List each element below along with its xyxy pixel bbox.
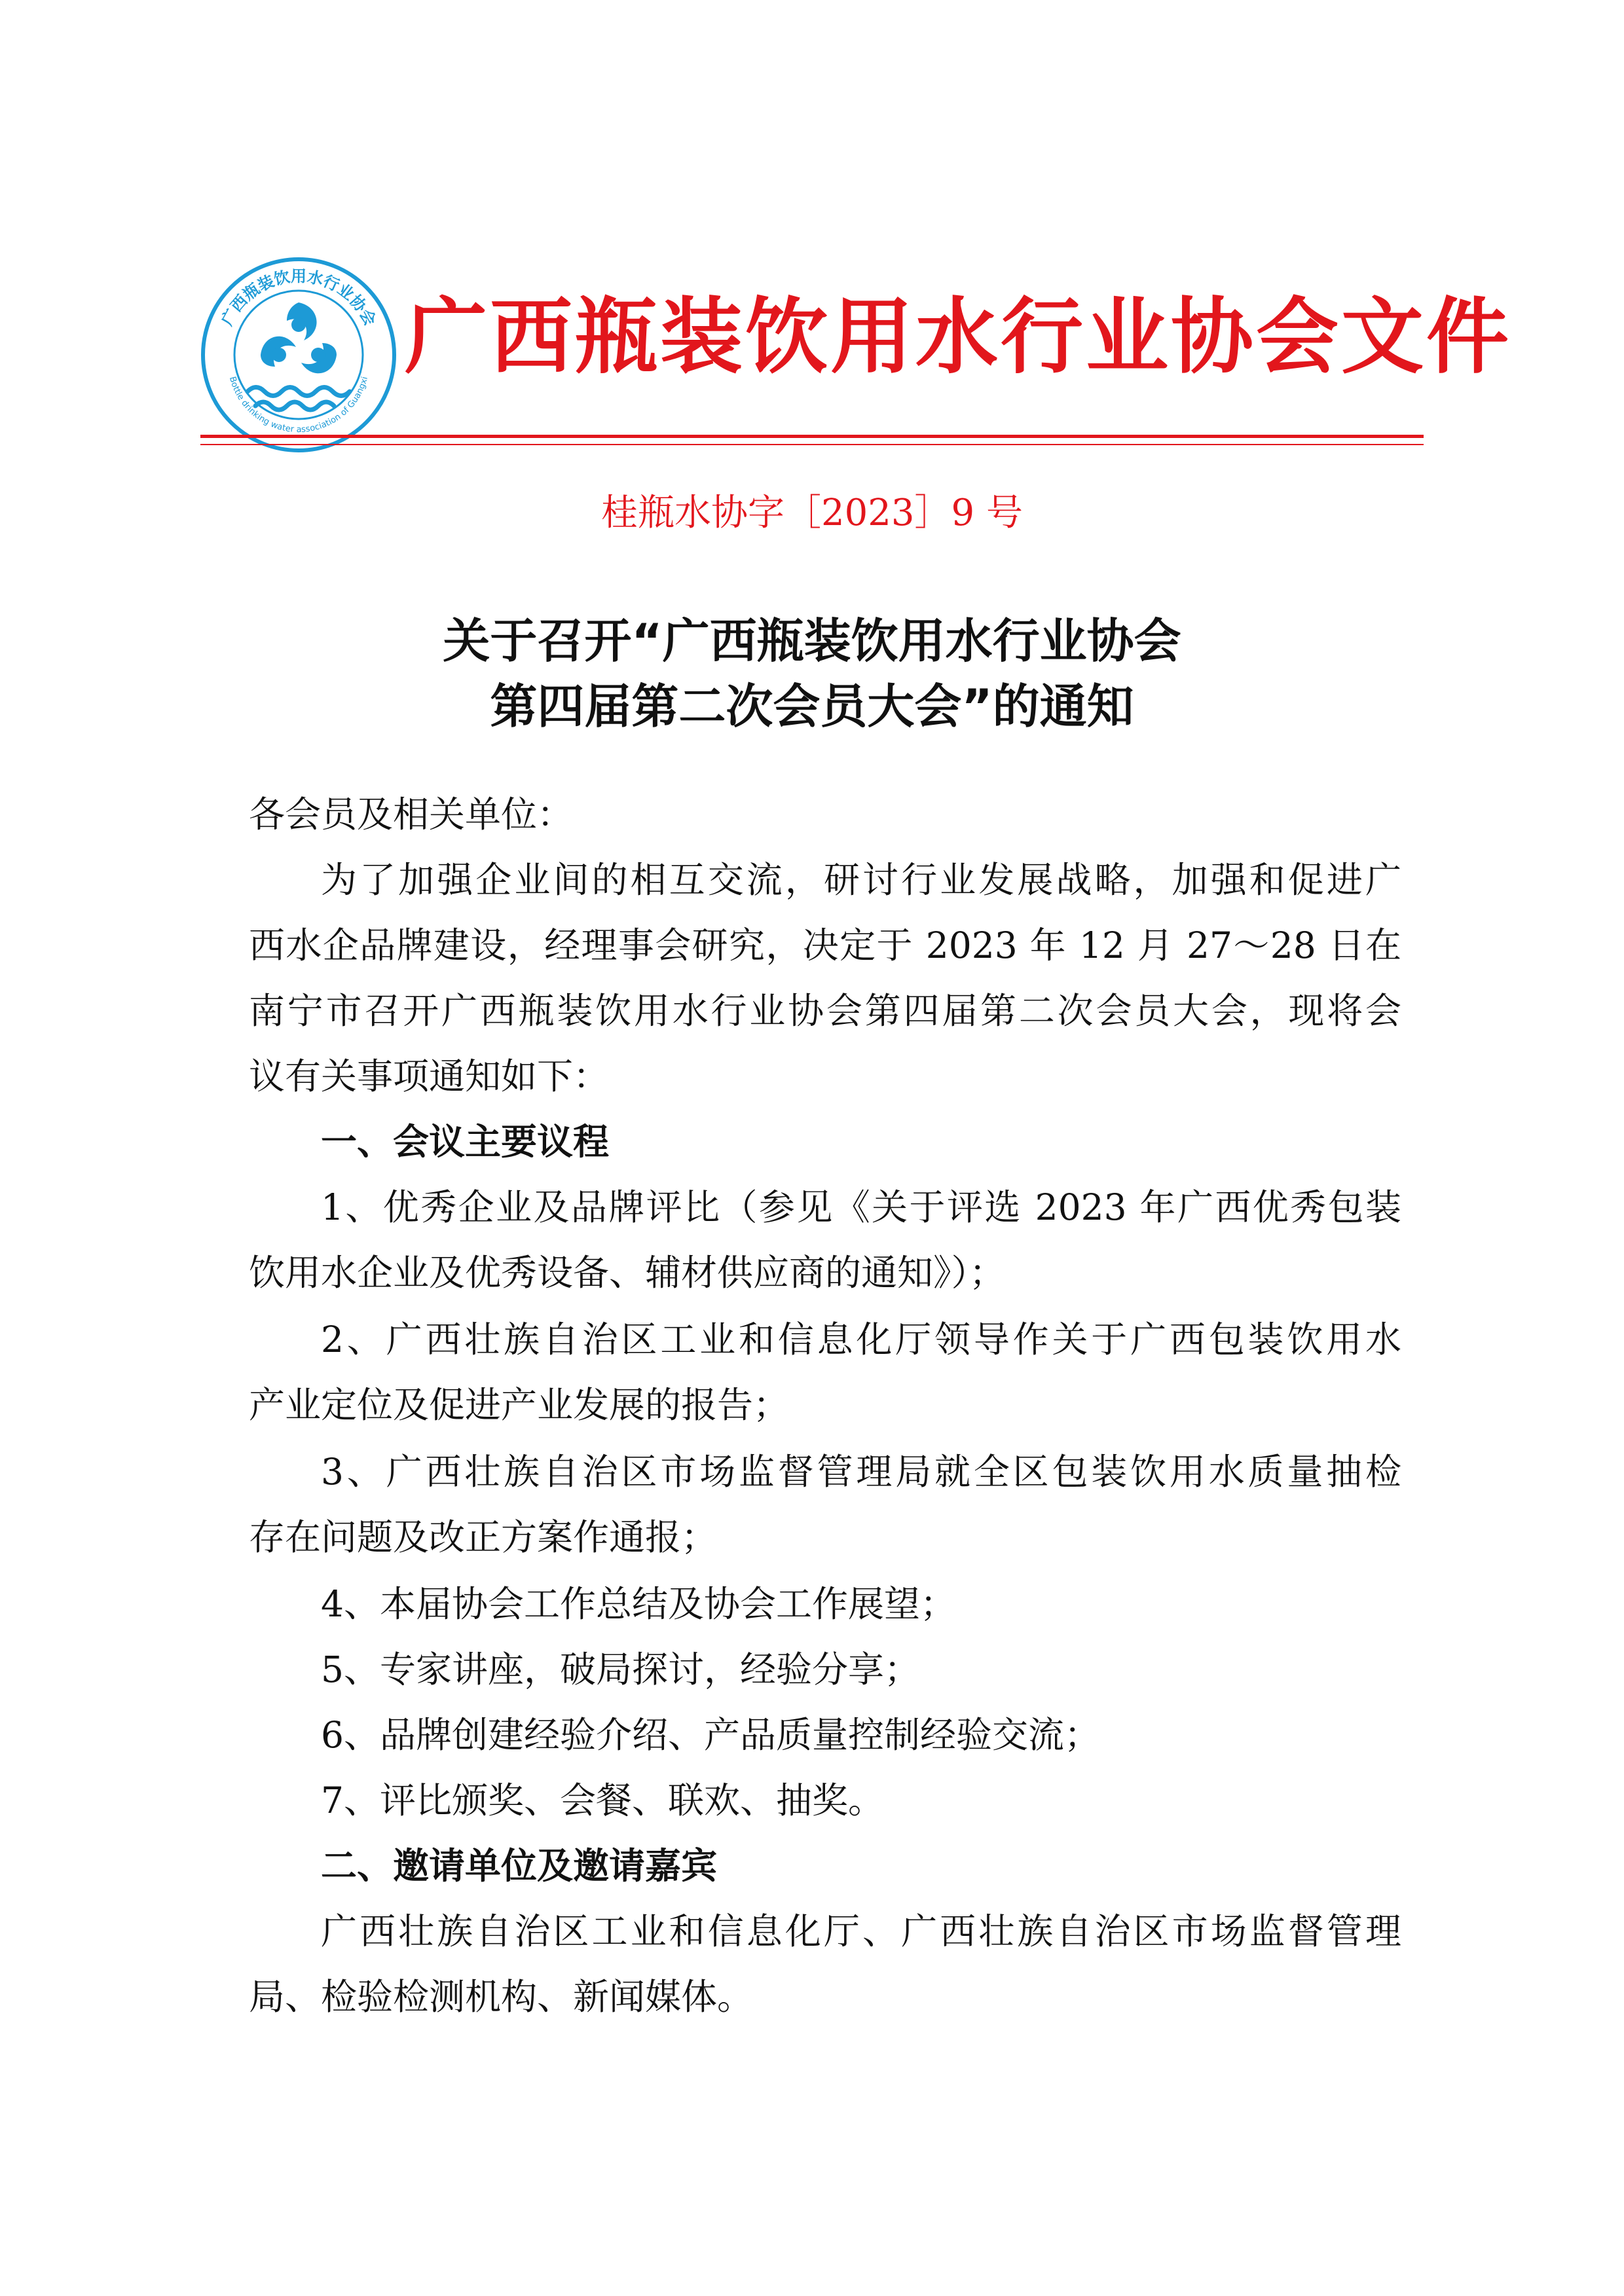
agenda-item-5: 5、专家讲座，破局探讨，经验分享；	[321, 1649, 920, 1690]
notice-title-line-2: 第四届第二次会员大会”的通知	[490, 679, 1134, 734]
salutation: 各会员及相关单位：	[249, 793, 574, 835]
logo-ring-text: 广西瓶装饮用水行业协会	[217, 267, 380, 329]
agenda-item-3: 3、广西壮族自治区市场监督管理局就全区包装饮用水质量抽检	[321, 1451, 1401, 1493]
header-divider-thin	[200, 444, 1424, 445]
agenda-item-1-cont: 饮用水企业及优秀设备、辅材供应商的通知》）；	[249, 1252, 1006, 1294]
section-2-line: 局、检验检测机构、新闻媒体。	[249, 1976, 754, 2018]
logo-sub-text: Bottle drinking water association of Guangxi	[227, 375, 371, 435]
agenda-item-1: 1、优秀企业及品牌评比（参见《关于评选 2023 年广西优秀包装	[321, 1186, 1401, 1228]
intro-line: 为了加强企业间的相互交流，研讨行业发展战略，加强和促进广	[321, 859, 1401, 901]
section-2-line: 广西壮族自治区工业和信息化厅、广西壮族自治区市场监督管理	[321, 1910, 1401, 1952]
agenda-item-3-cont: 存在问题及改正方案作通报；	[249, 1516, 718, 1558]
notice-title-line-1: 关于召开“广西瓶装饮用水行业协会	[443, 613, 1181, 668]
intro-line: 议有关事项通知如下：	[249, 1055, 610, 1097]
intro-line: 南宁市召开广西瓶装饮用水行业协会第四届第二次会员大会，现将会	[249, 990, 1401, 1032]
header-divider-thick	[200, 435, 1424, 438]
agenda-item-6: 6、品牌创建经验介绍、产品质量控制经验交流；	[321, 1714, 1100, 1756]
agenda-item-4: 4、本届协会工作总结及协会工作展望；	[321, 1583, 956, 1625]
association-logo	[200, 257, 397, 453]
agenda-item-2: 2、广西壮族自治区工业和信息化厅领导作关于广西包装饮用水	[321, 1319, 1401, 1360]
section-1-heading: 一、会议主要议程	[321, 1121, 610, 1163]
intro-line: 西水企品牌建设，经理事会研究，决定于 2023 年 12 月 27～28 日在	[249, 924, 1401, 966]
agenda-item-2-cont: 产业定位及促进产业发展的报告；	[249, 1384, 790, 1426]
agenda-item-7: 7、评比颁奖、会餐、联欢、抽奖。	[321, 1779, 884, 1821]
document-number: 桂瓶水协字［2023］9 号	[601, 492, 1023, 534]
section-2-heading: 二、邀请单位及邀请嘉宾	[321, 1845, 718, 1887]
organization-title: 广西瓶装饮用水行业协会文件	[405, 289, 1511, 385]
